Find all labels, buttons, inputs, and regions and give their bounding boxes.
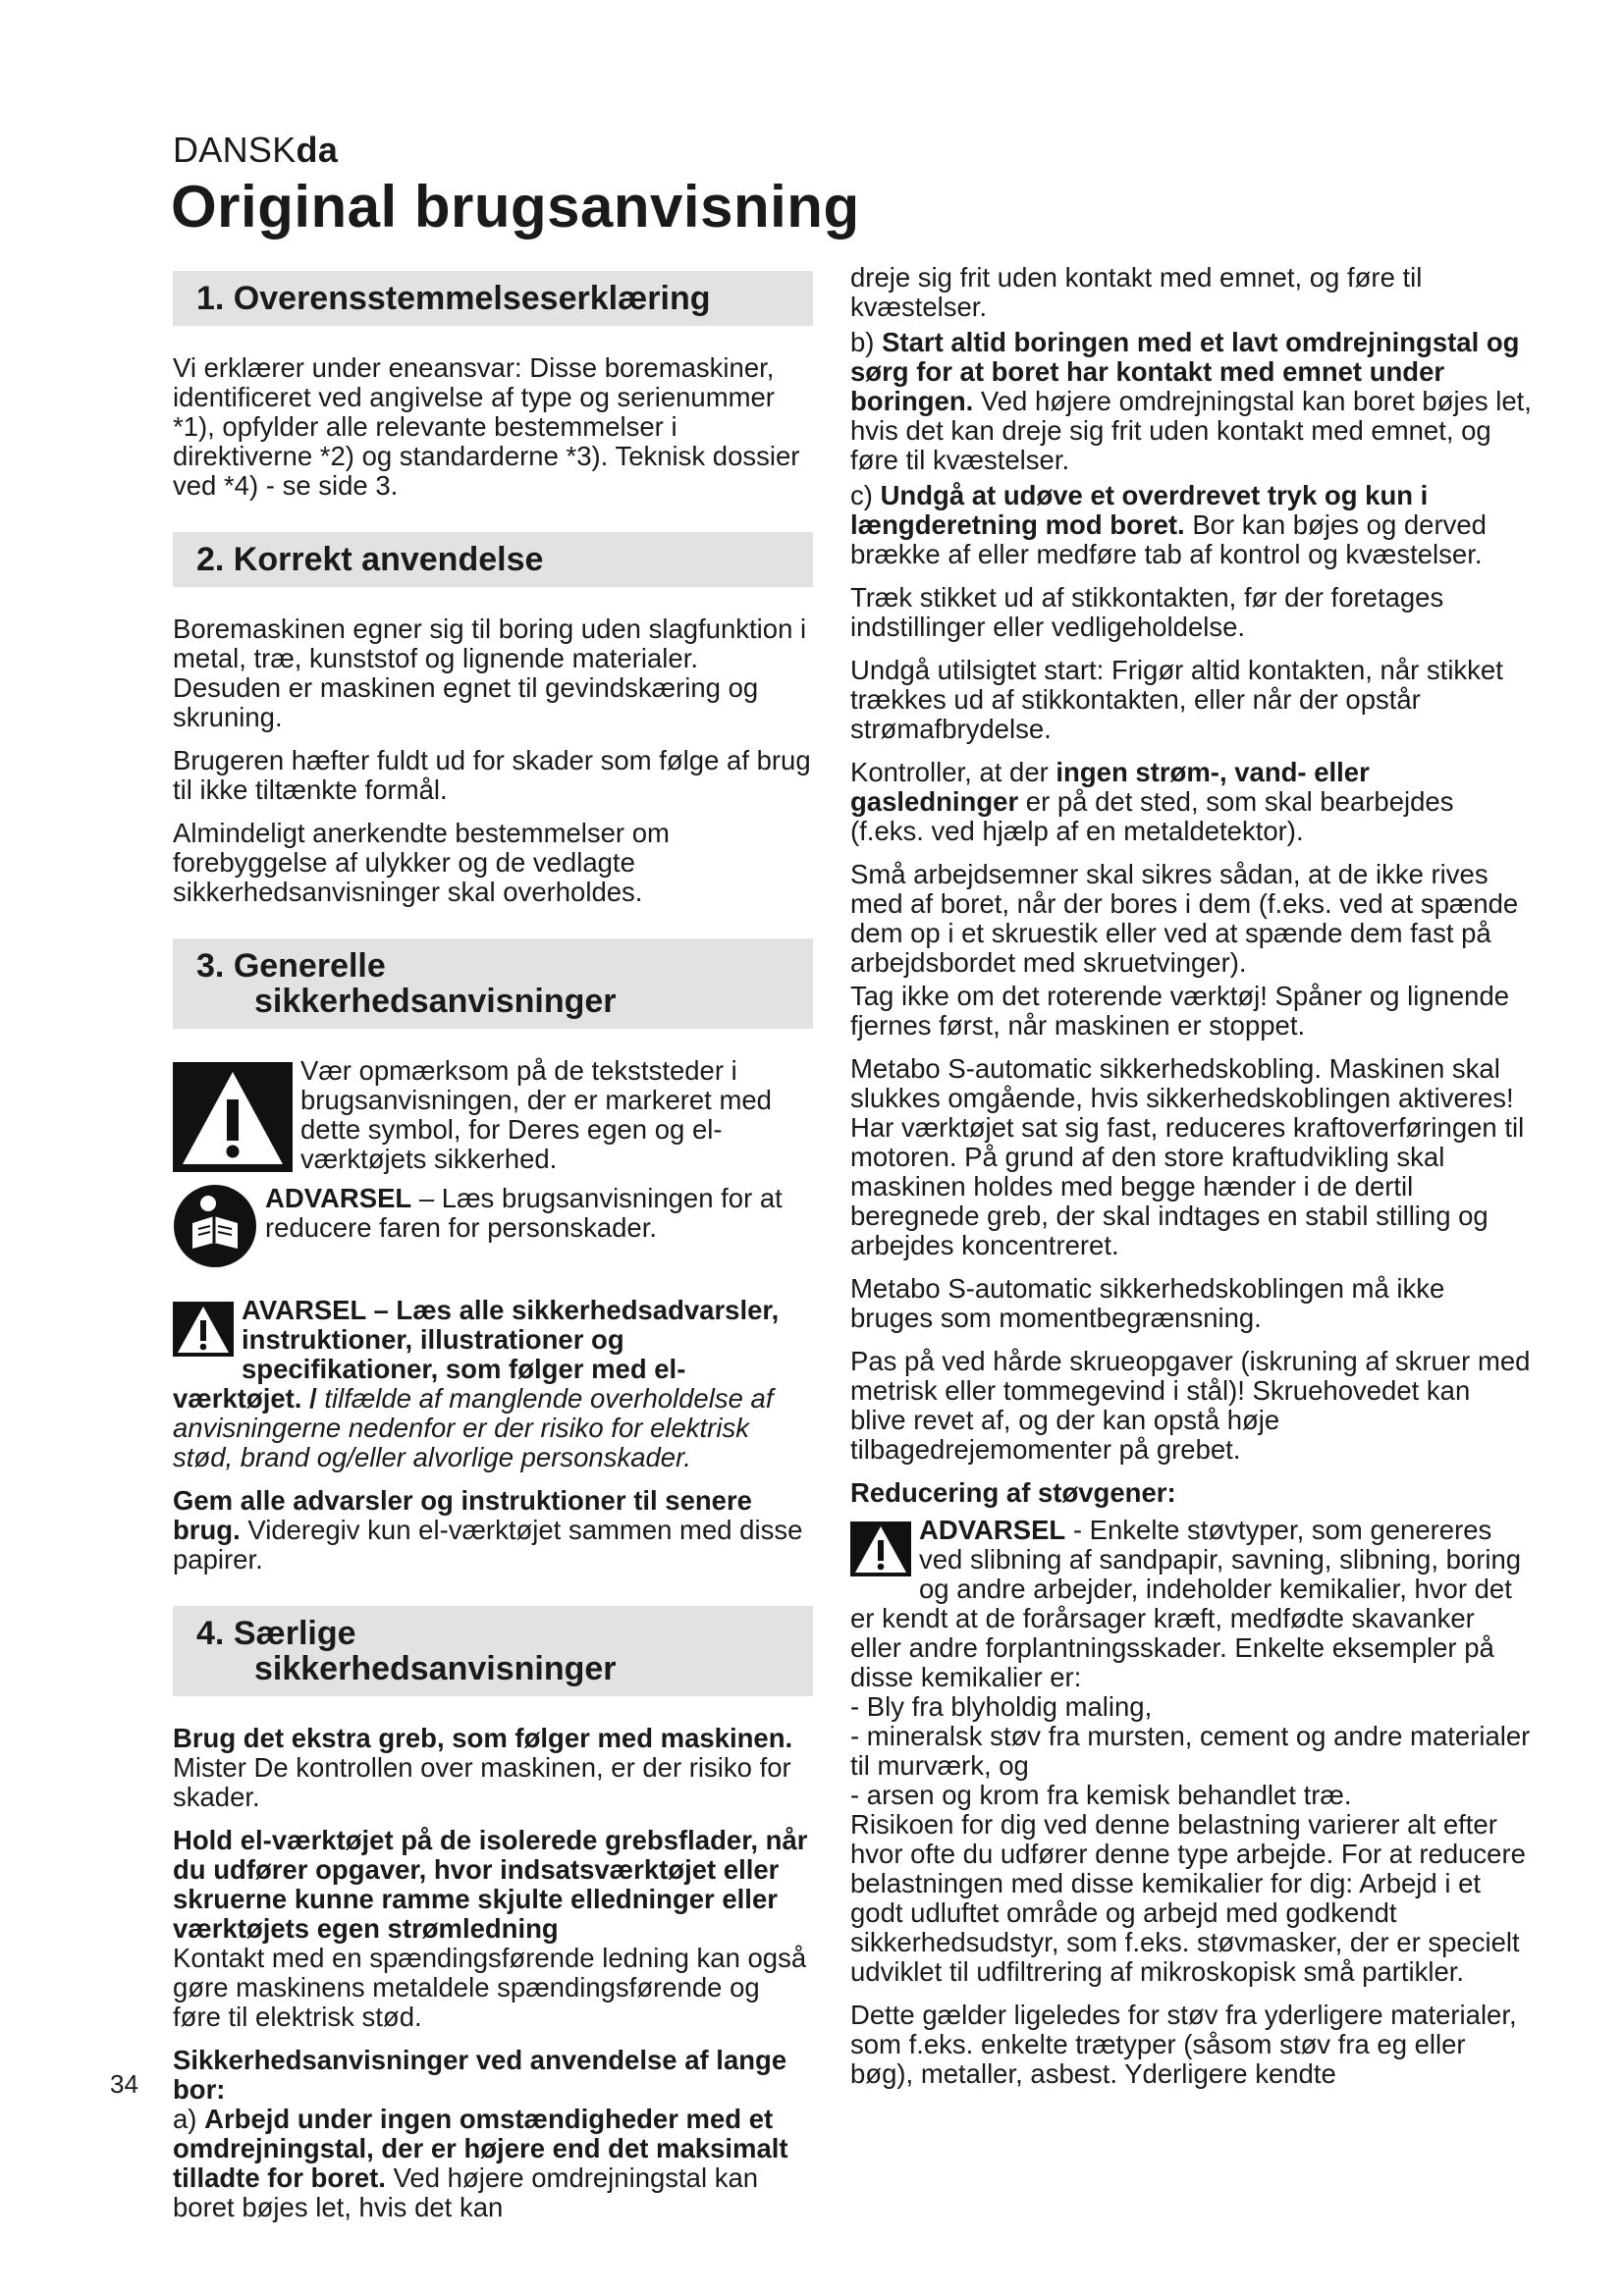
check-lines-bold: ingen strøm-, vand- eller gasledninger [850,757,1370,817]
section-1-text: Vi erklærer under eneansvar: Disse boremaskiner, identificeret ved angivelse af type og serienummer *1), opfylder alle relevante bestemmelser i direktiverne *2) og standarderne *3). Teknisk dossier ved *4) - se side 3. [173,352,800,501]
item-a-prefix: a) [173,2104,205,2134]
grip-bold: Brug det ekstra greb, som følger med maskinen. [173,1723,793,1753]
metabo-clutch-paragraph: Metabo S-automatic sikkerhedskobling. Maskinen skal slukkes omgående, hvis sikkerhedskoblingen aktiveres! Har værktøjet sat sig fast, reduceres kraftoverføringen til motoren. På grund af den store kraftudvikling skal maskinen holdes med begge hænder i de dertil beregnede greb, der skal indtages en stabil stilling og arbejdes koncentreret. [850,1053,1525,1260]
section-4-number: 4. [196,1615,225,1652]
chemical-list [850,1692,1532,1810]
check-lines-paragraph [850,758,1532,846]
grip-text: Mister De kontrollen over maskinen, er der risiko for skader. [173,1752,791,1812]
symbol-note [173,1056,813,1174]
unplug-paragraph: Træk stikket ud af stikkontakten, før der foretages indstillinger eller vedligeholdelse. [850,582,1444,642]
section-4-title-line1: Særlige [233,1615,356,1652]
metabo-clutch-limit-paragraph: Metabo S-automatic sikkerhedskoblingen må ikke bruges som momentbegrænsning. [850,1273,1445,1333]
item-b-prefix: b) [850,327,883,357]
language-label [173,130,338,171]
page-number: 34 [110,2069,138,2099]
warning-triangle-icon [173,1302,234,1357]
section-3-title-line1: Generelle [233,947,386,985]
avarsel-italic: tilfælde af manglende overholdelse af anvisningerne nedenfor er der risiko for elektrisk stød, brand og/eller alvorlige personskader. [173,1383,774,1472]
small-workpieces-paragraph: Små arbejdsemner skal sikres sådan, at de ikke rives med af boret, når der bores i dem (f.eks. ved at spænde dem op i et skruestik eller ved at spænde dem fast på arbejdsbordet med skruetvinger). [850,859,1519,978]
keep-instructions-bold: Gem alle advarsler og instruktioner til senere brug. [173,1485,752,1545]
item-c-bold: Undgå at udøve et overdrevet tryk og kun i længderetning mod boret. [850,480,1429,540]
language-name: DANSK [173,130,297,170]
read-manual-icon [173,1184,257,1268]
check-lines-post: er på det sted, som skal bearbejdes (f.eks. ved hjælp af en metaldetektor). [850,786,1454,846]
hold-text: Kontakt med en spændingsførende ledning kan også gøre maskinens metaldele spændingsførende og føre til elektrisk stød. [173,1943,807,2032]
section-4-heading [173,1606,813,1696]
right-column [850,263,1532,2103]
section-4-title-line2: sikkerhedsanvisninger [254,1650,617,1687]
long-drill-heading: Sikkerhedsanvisninger ved anvendelse af lange bor: [173,2045,787,2105]
read-manual-text [265,1184,813,1243]
dust-heading-text: Reducering af støvgener: [850,1477,1176,1508]
list-item: - arsen og krom fra kemisk behandlet træ. [850,1780,1352,1810]
section-2-p1: Boremaskinen egner sig til boring uden slagfunktion i metal, træ, kunststof og lignende materialer. Desuden er maskinen egnet til gevindskæring og skruning. [173,614,807,732]
risk-paragraph: Risikoen for dig ved denne belastning varierer alt efter hvor ofte du udfører denne type arbejde. For at reducere belastningen med disse kemikalier for dig: Arbejd i et godt udluftet område og arbejd med godkendt sikkerhedsudstyr, som f.eks. støvmasker, der er specielt udviklet til udfiltrering af mikroskopisk små partikler. [850,1809,1526,1987]
hold-bold: Hold el-værktøjet på de isolerede grebsflader, når du udfører opgaver, hvor indsatsværktøjet eller skruerne kunne ramme skjulte elledninger eller værktøjets egen strømledning [173,1825,808,1944]
dust-warning [850,1516,1532,1692]
other-dust-paragraph: Dette gælder ligeledes for støv fra yderligere materialer, som f.eks. enkelte trætyper (såsom støv fra eg eller bøg), metaller, asbest. Yderligere kendte [850,2000,1517,2089]
section-2-p2: Brugeren hæfter fuldt ud for skader som følge af brug til ikke tiltænkte formål. [173,745,811,805]
language-code: da [296,130,339,170]
read-manual-label: ADVARSEL [265,1183,412,1213]
warning-triangle-icon [173,1062,293,1172]
screw-paragraph: Pas på ved hårde skrueopgaver (iskruning af skruer med metrisk eller tommegevind i stål)! Skruehovedet kan blive revet af, og der kan opstå høje tilbagedrejemomenter på grebet. [850,1346,1531,1465]
item-b [850,328,1532,475]
symbol-note-text: Vær opmærksom på de tekststeder i brugsanvisningen, der er markeret med dette symbol, for Deres egen og el-værktøjets sikkerhed. [300,1055,772,1174]
list-item: - mineralsk støv fra mursten, cement og andre materialer til murværk, og [850,1721,1531,1781]
read-manual-note [173,1184,813,1268]
grip-paragraph [173,1724,813,1812]
section-1-heading: 1. Overensstemmelseserklæring [173,271,813,326]
left-column [173,263,813,2236]
dust-warning-label: ADVARSEL [919,1515,1066,1545]
rotating-tool-paragraph: Tag ikke om det roterende værktøj! Spåner og lignende fjernes først, når maskinen er stoppet. [850,981,1510,1041]
keep-instructions [173,1486,813,1575]
keep-instructions-text: Videregiv kun el-værktøjet sammen med disse papirer. [173,1515,803,1575]
avarsel-bold: AVARSEL – Læs alle sikkerhedsadvarsler, instruktioner, illustrationer og specifikationer, som følger med el-værktøjet. / [173,1295,780,1414]
item-a-continued: dreje sig frit uden kontakt med emnet, og føre til kvæstelser. [850,262,1423,322]
long-drill-paragraph [173,2046,813,2222]
dust-warning-text: - Enkelte støvtyper, som genereres ved slibning af sandpapir, savning, slibning, boring og andre arbejder, indeholder kemikalier, hvor det er kendt at de forårsager kræft, medfødte skavanker eller andre forplantningsskader. Enkelte eksempler på disse kemikalier er: [850,1515,1522,1692]
item-c-text: Bor kan bøjes og derved brække af eller medføre tab af kontrol og kvæstelser. [850,509,1487,569]
item-a-text: Ved højere omdrejningstal kan boret bøjes let, hvis det kan [173,2163,759,2222]
dust-heading [850,1478,1532,1508]
section-3-title-line2: sikkerhedsanvisninger [254,983,617,1020]
restart-paragraph: Undgå utilsigtet start: Frigør altid kontakten, når stikket trækkes ud af stikkontakten, eller når der opstår strømafbrydelse. [850,655,1503,744]
list-item: - Bly fra blyholdig maling, [850,1691,1153,1722]
avarsel-paragraph [173,1296,813,1472]
item-c-prefix: c) [850,480,881,510]
warning-triangle-icon [850,1522,911,1576]
section-3-number: 3. [196,947,225,985]
item-b-bold: Start altid boringen med et lavt omdrejningstal og sørg for at boret har kontakt med emnet under boringen. [850,327,1520,416]
page-title: Original brugsanvisning [171,174,860,240]
item-b-text: Ved højere omdrejningstal kan boret bøjes let, hvis det kan dreje sig frit uden kontakt med emnet, og føre til kvæstelser. [850,386,1532,475]
section-2-p3: Almindeligt anerkendte bestemmelser om forebyggelse af ulykker og de vedlagte sikkerhedsanvisninger skal overholdes. [173,818,670,907]
check-lines-pre: Kontroller, at der [850,757,1056,787]
item-a-bold: Arbejd under ingen omstændigheder med et omdrejningstal, der er højere end det maksimalt tilladte for boret. [173,2104,788,2193]
hold-paragraph [173,1826,813,2032]
section-3-heading [173,938,813,1029]
section-2-heading: 2. Korrekt anvendelse [173,532,813,587]
read-manual-body: – Læs brugsanvisningen for at reducere faren for personskader. [265,1183,783,1243]
item-c [850,481,1532,569]
